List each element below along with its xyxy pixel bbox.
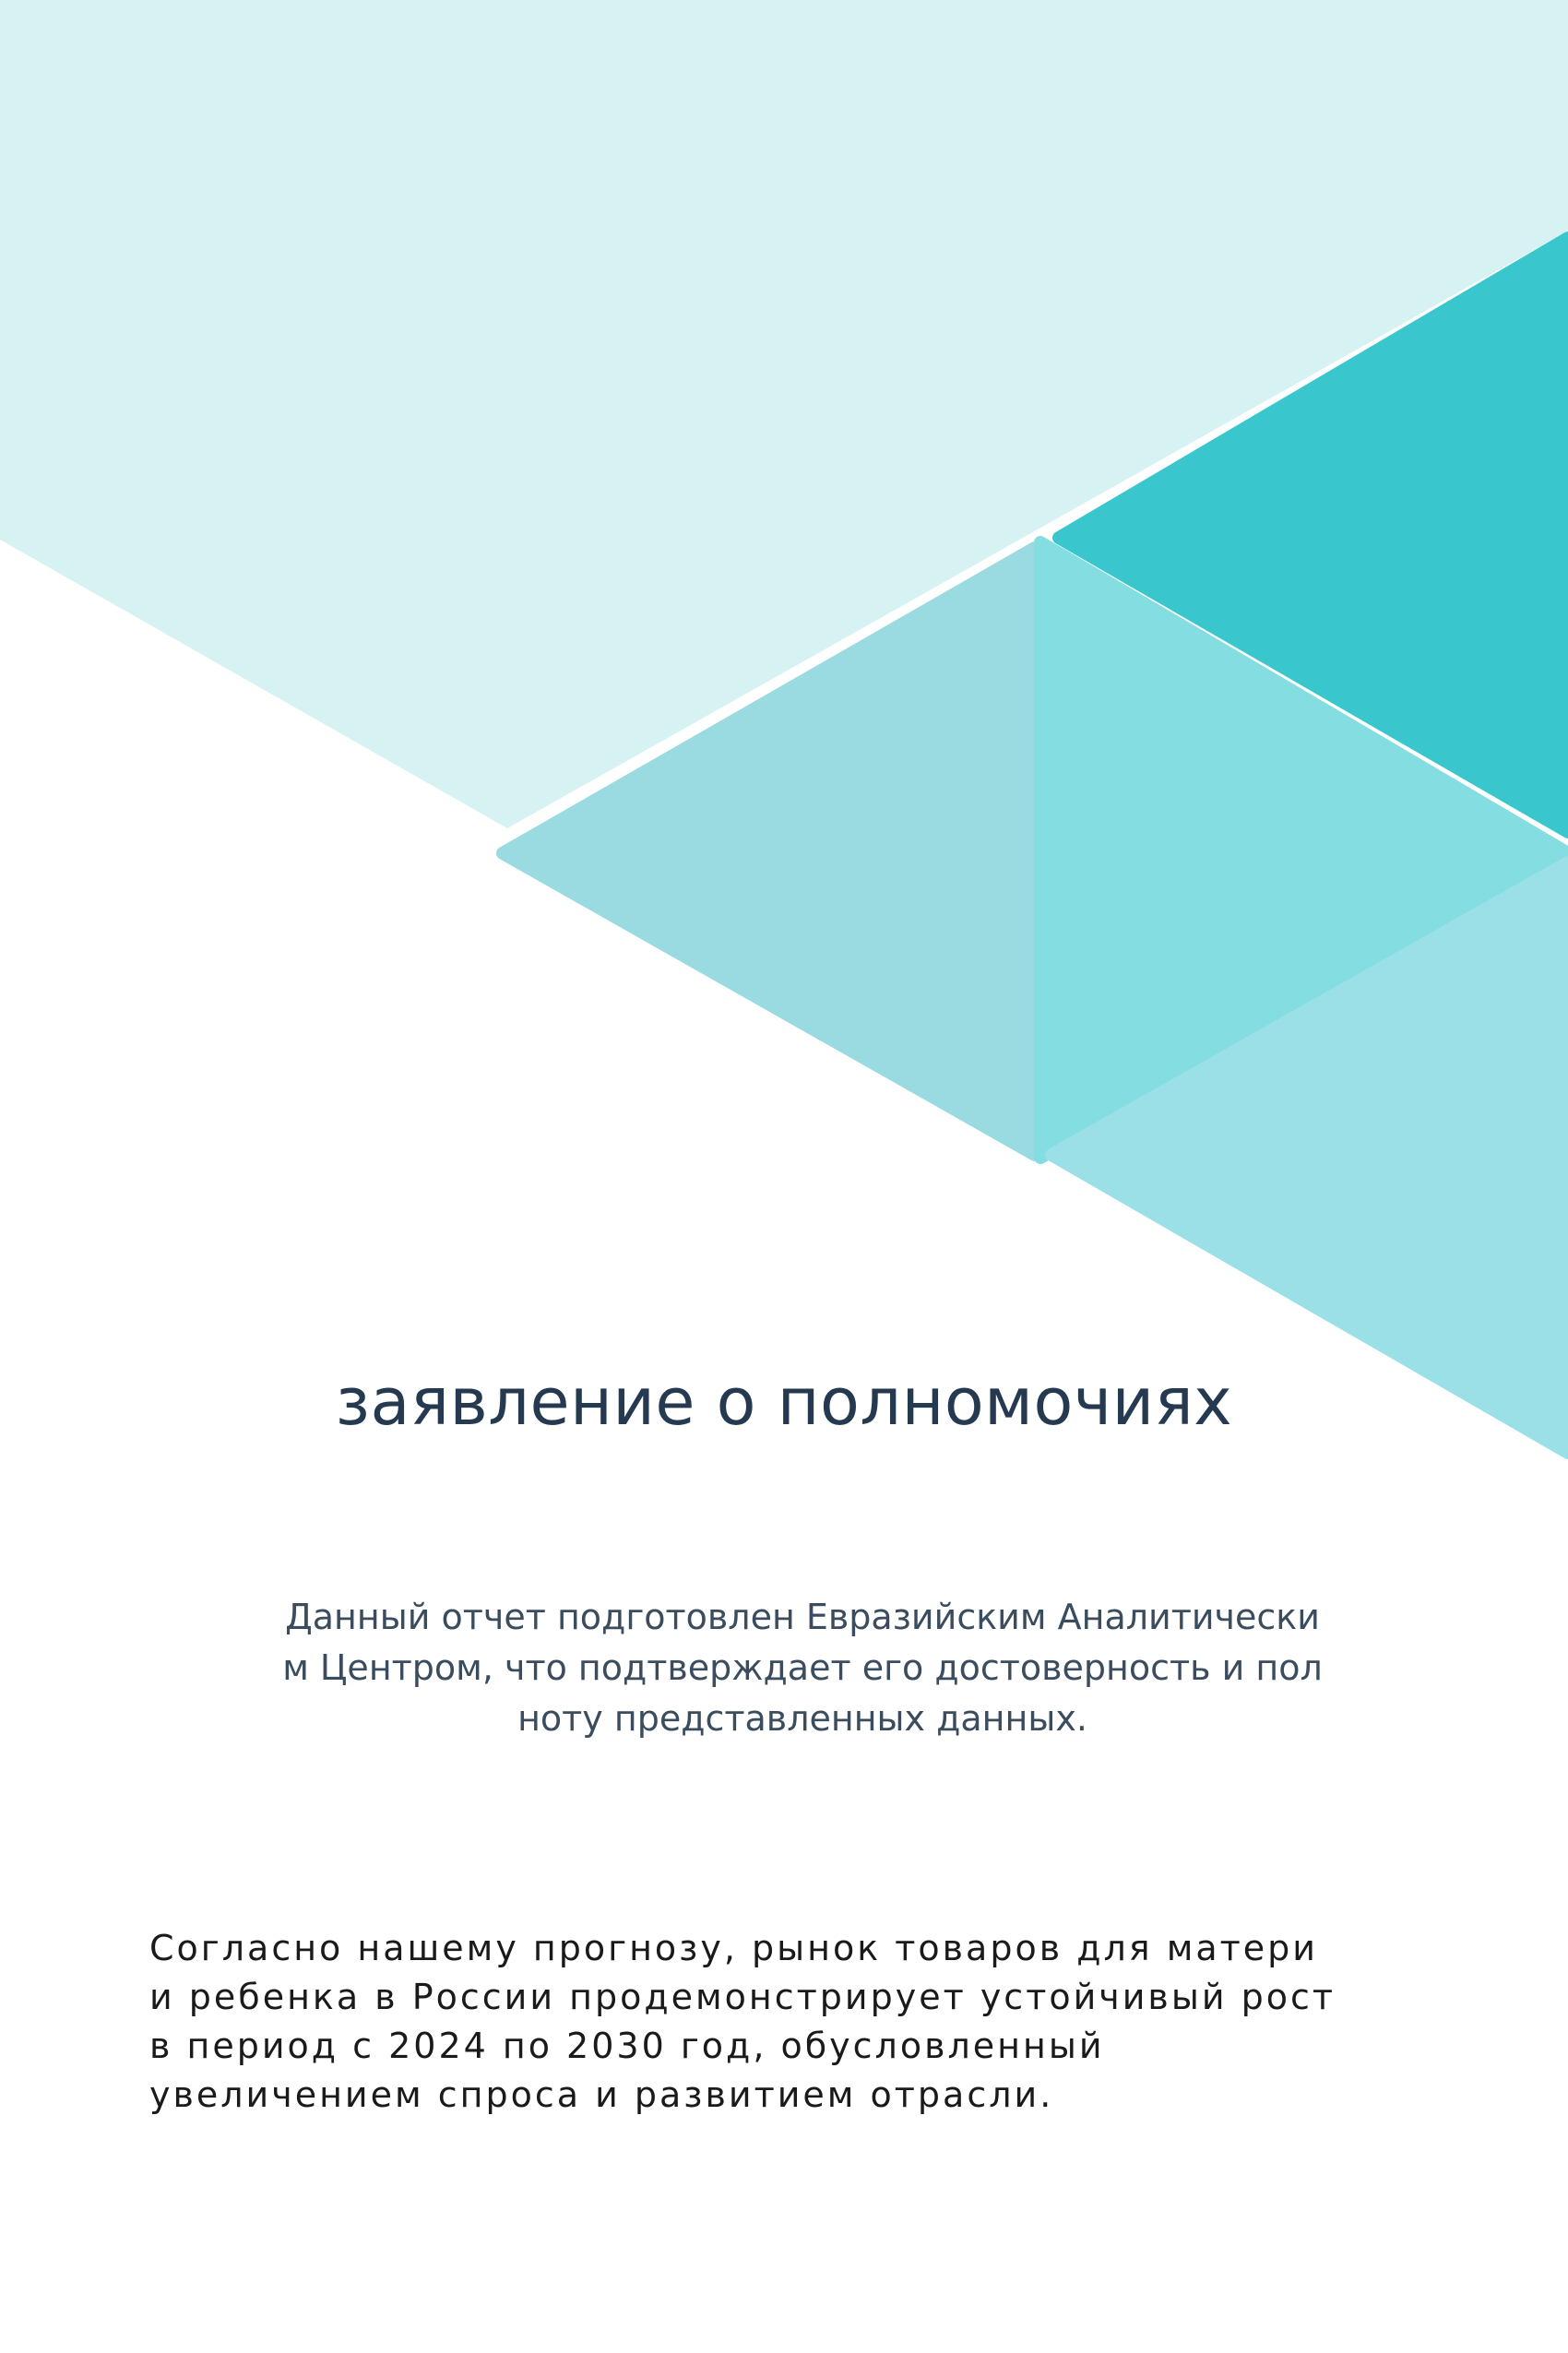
authority-statement: Данный отчет подготовлен Евразийским Аналитическим Центром, что подтверждает его достоверность и полноту представленных данных. <box>282 1597 1323 1739</box>
page-title: заявление о полномочиях <box>335 1364 1233 1440</box>
forecast-paragraph: Согласно нашему прогнозу, рынок товаров для матери и ребенка в России продемонстрирует устойчивый рост в период с 2024 по 2030 год, обусловленный увеличением спроса и развитием отрасли. <box>149 1928 1336 2115</box>
